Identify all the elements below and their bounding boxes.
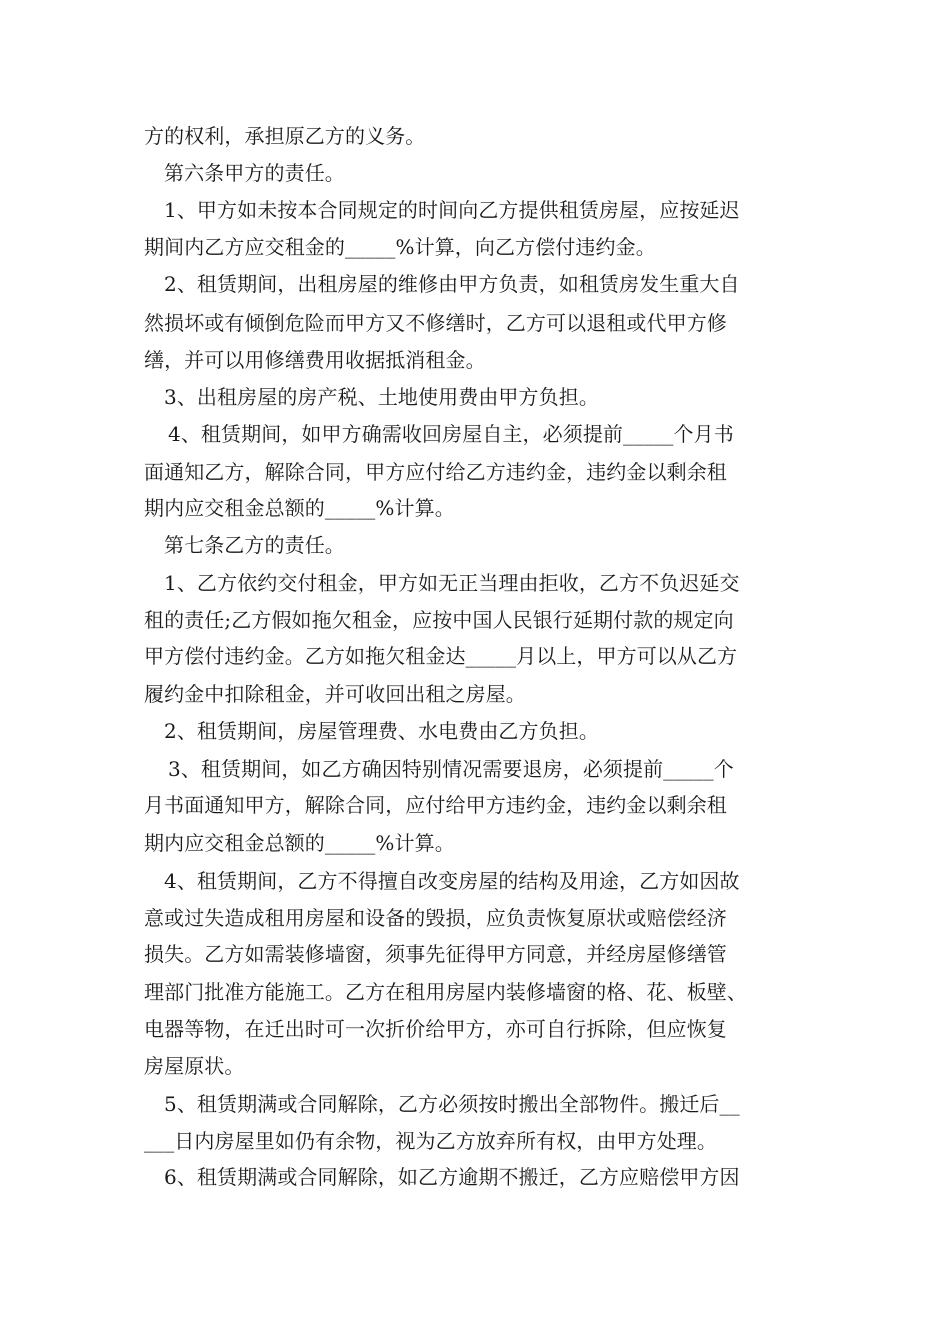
document-line: 甲方偿付违约金。乙方如拖欠租金达_____月以上，甲方可以从乙方 (144, 644, 738, 668)
document-line: 期内应交租金总额的_____%计算。 (144, 496, 455, 520)
document-line: 然损坏或有倾倒危险而甲方又不修缮时，乙方可以退租或代甲方修 (144, 311, 727, 335)
document-line: 缮，并可以用修缮费用收据抵消租金。 (144, 348, 486, 372)
document-line: 1、甲方如未按本合同规定的时间向乙方提供租赁房屋，应按延迟 (164, 198, 740, 222)
document-line: 方的权利，承担原乙方的义务。 (144, 124, 426, 148)
document-line: 4、租赁期间，乙方不得擅自改变房屋的结构及用途，乙方如因故 (164, 869, 740, 893)
document-line: 月书面通知甲方，解除合同，应付给甲方违约金，违约金以剩余租 (144, 793, 727, 817)
document-line: 2、租赁期间，出租房屋的维修由甲方负责，如租赁房发生重大自 (164, 272, 740, 296)
document-line: 损失。乙方如需装修墙窗，须事先征得甲方同意，并经房屋修缮管 (144, 942, 727, 966)
document-line: 3、租赁期间，如乙方确因特别情况需要退房，必须提前_____个 (168, 757, 734, 781)
document-line: 履约金中扣除租金，并可收回出租之房屋。 (144, 682, 526, 706)
document-line: 第六条甲方的责任。 (164, 161, 345, 185)
document-line: 2、租赁期间，房屋管理费、水电费由乙方负担。 (164, 719, 599, 743)
document-line: 5、租赁期满或合同解除，乙方必须按时搬出全部物件。搬迁后__ (164, 1092, 740, 1116)
document-line: 意或过失造成租用房屋和设备的毁损，应负责恢复原状或赔偿经济 (144, 906, 727, 930)
document-line: 面通知乙方，解除合同，甲方应付给乙方违约金，违约金以剩余租 (144, 460, 727, 484)
document-line: ___日内房屋里如仍有余物，视为乙方放弃所有权，由甲方处理。 (144, 1129, 717, 1153)
document-line: 3、出租房屋的房产税、土地使用费由甲方负担。 (164, 385, 599, 409)
document-line: 电器等物，在迁出时可一次折价给甲方，亦可自行拆除，但应恢复 (144, 1017, 727, 1041)
document-line: 1、乙方依约交付租金，甲方如无正当理由拒收，乙方不负迟延交 (164, 571, 740, 595)
document-line: 租的责任;乙方假如拖欠租金，应按中国人民银行延期付款的规定向 (144, 608, 734, 632)
document-line: 期间内乙方应交租金的_____%计算，向乙方偿付违约金。 (144, 235, 656, 259)
document-line: 6、租赁期满或合同解除，如乙方逾期不搬迁，乙方应赔偿甲方因 (164, 1165, 740, 1189)
document-line: 期内应交租金总额的_____%计算。 (144, 831, 455, 855)
document-line: 4、租赁期间，如甲方确需收回房屋自主，必须提前_____个月书 (168, 422, 734, 446)
document-line: 理部门批准方能施工。乙方在租用房屋内装修墙窗的格、花、板壁、 (144, 980, 747, 1004)
document-line: 房屋原状。 (144, 1054, 245, 1078)
document-line: 第七条乙方的责任。 (164, 533, 345, 557)
